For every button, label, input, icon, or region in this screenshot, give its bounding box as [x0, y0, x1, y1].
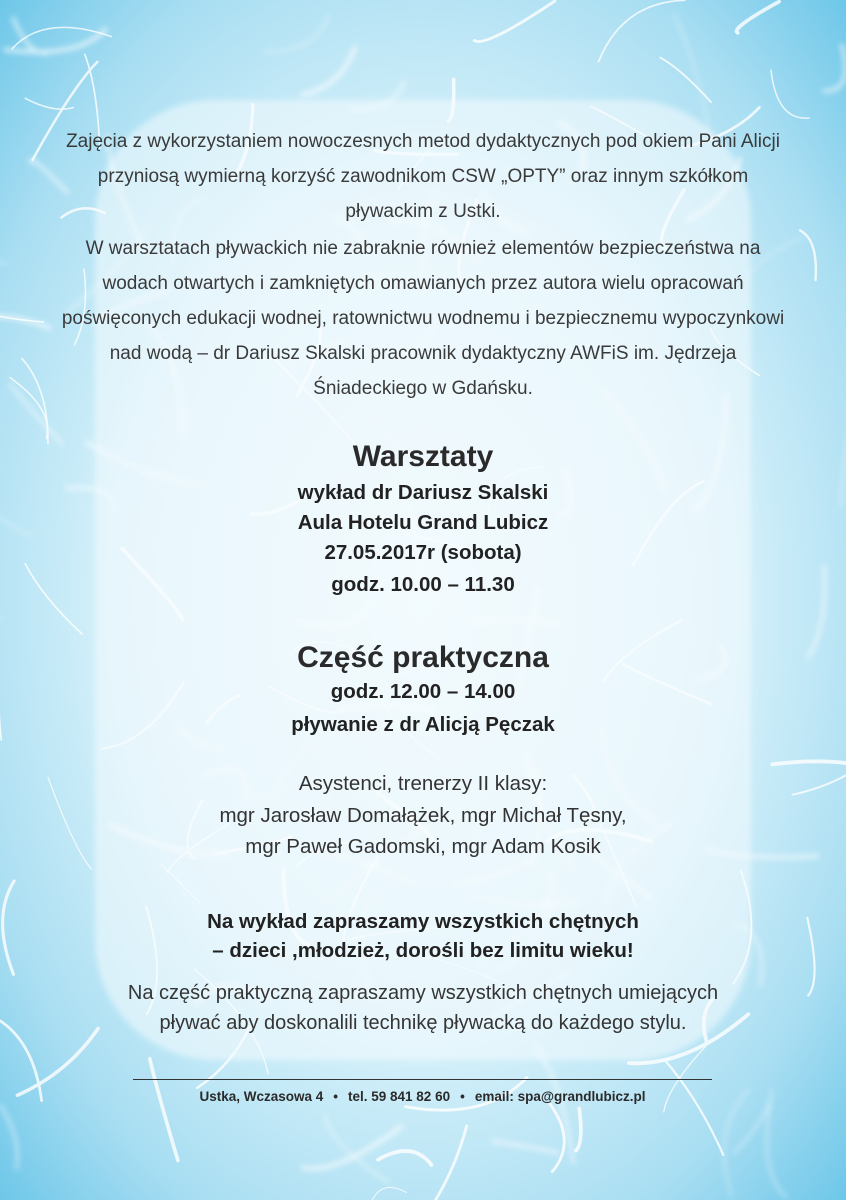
practical-line-time: godz. 12.00 – 14.00 — [330, 680, 516, 703]
practical-title: Część praktyczna — [297, 641, 549, 674]
footer-divider — [133, 1079, 712, 1080]
invitation-line-2: pływać aby doskonalili technikę pływacką do każdego stylu. — [159, 1012, 687, 1034]
assistants-names-1: mgr Jarosław Domałążek, mgr Michał Tęsny, — [219, 804, 627, 827]
footer-separator: • — [333, 1089, 338, 1104]
footer-separator: • — [460, 1089, 465, 1104]
invitation-bold-1: Na wykład zapraszamy wszystkich chętnych — [207, 910, 639, 933]
intro-paragraph-1: Zajęcia z wykorzystaniem nowoczesnych metod dydaktycznych pod okiem Pani Alicji przyniosą wymierną korzyść zawodnikom CSW „OPTY” oraz innym szkółkom pływackim z Ustki. — [66, 131, 780, 222]
contact-footer — [133, 1089, 712, 1104]
workshops-line-time: godz. 10.00 – 11.30 — [331, 573, 515, 596]
footer-address: Ustka, Wczasowa 4 — [199, 1089, 324, 1104]
intro-paragraph-2: W warsztatach pływackich nie zabraknie również elementów bezpieczeństwa na wodach otwartych i zamkniętych omawianych przez autora wielu opracowań poświęconych edukacji wodnej, ratownictwu wodnemu i bezpiecznemu wypoczynkowi nad wodą – dr Dariusz Skalski pracownik dydaktyczny AWFiS im. Jędrzeja Śniadeckiego w Gdańsku. — [61, 238, 785, 399]
invitation-line-1: Na część praktyczną zapraszamy wszystkich chętnych umiejących — [127, 982, 719, 1004]
practical-line-swimming: pływanie z dr Alicją Pęczak — [291, 713, 555, 736]
assistants-heading: Asystenci, trenerzy II klasy: — [298, 772, 548, 795]
workshops-title: Warsztaty — [352, 440, 494, 473]
workshops-line-date: 27.05.2017r (sobota) — [324, 541, 522, 564]
workshops-line-venue: Aula Hotelu Grand Lubicz — [297, 511, 549, 534]
workshops-line-lecture: wykład dr Dariusz Skalski — [297, 481, 549, 504]
footer-phone: tel. 59 841 82 60 — [348, 1089, 451, 1104]
assistants-names-2: mgr Paweł Gadomski, mgr Adam Kosik — [245, 835, 601, 858]
footer-email: email: spa@grandlubicz.pl — [474, 1089, 646, 1104]
invitation-bold-2: – dzieci ,młodzież, dorośli bez limitu wieku! — [212, 939, 634, 962]
